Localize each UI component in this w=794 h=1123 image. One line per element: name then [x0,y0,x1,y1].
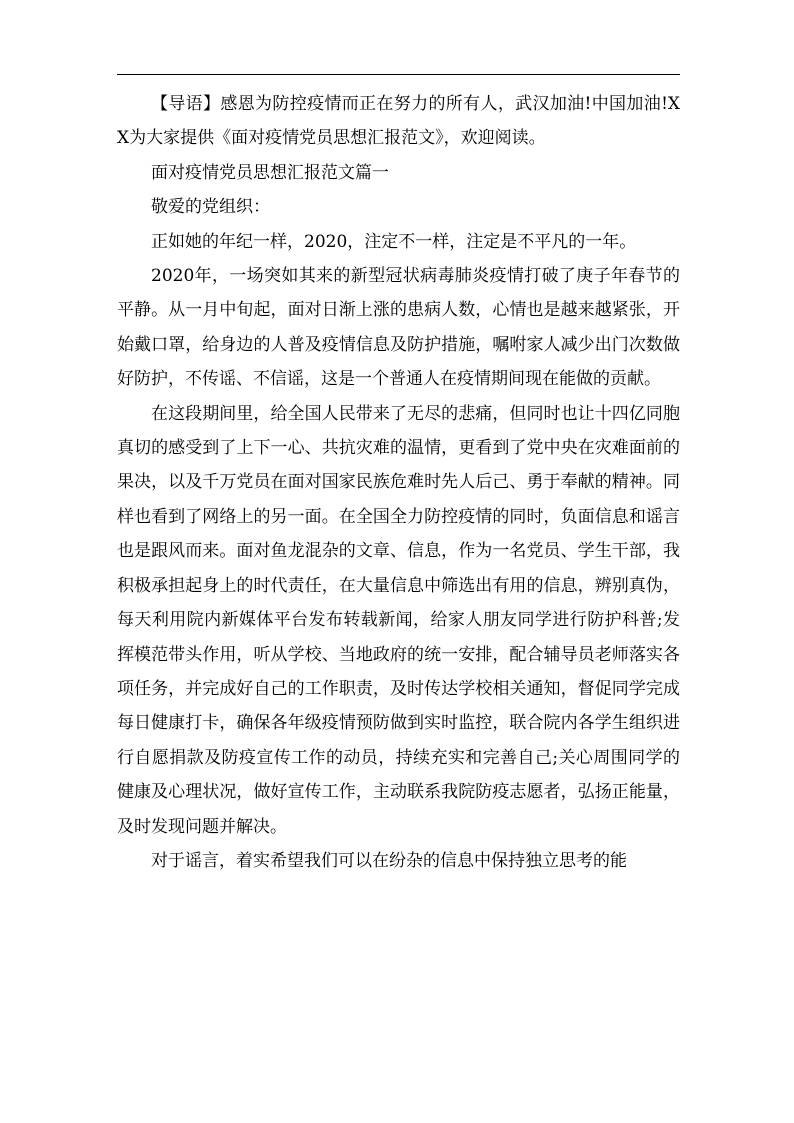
body-paragraph: 2020年，一场突如其来的新型冠状病毒肺炎疫情打破了庚子年春节的平静。从一月中旬起，面对日渐上涨的患病人数，心情也是越来越紧张，开始戴口罩，给身边的人普及疫情信息及防护措施，嘱咐家人减少出门次数做好防护，不传谣、不信谣，这是一个普通人在疫情期间现在能做的贡献。 [117,266,680,390]
body-paragraph: 正如她的年纪一样，2020，注定不一样，注定是不平凡的一年。 [151,231,637,252]
header-rule [117,74,680,75]
intro-paragraph: 【导语】感恩为防控疫情而正在努力的所有人，武汉加油!中国加油!XX为大家提供《面对疫情党员思想汇报范文》，欢迎阅读。 [117,94,680,149]
body-paragraph: 对于谣言，着实希望我们可以在纷杂的信息中保持独立思考的能 [151,850,627,871]
document-body [117,87,680,878]
salutation: 敬爱的党组织： [151,197,270,218]
article-title: 面对疫情党员思想汇报范文篇一 [151,162,389,183]
body-paragraph: 在这段期间里，给全国人民带来了无尽的悲痛，但同时也让十四亿同胞真切的感受到了上下一心、共抗灾难的温情，更看到了党中央在灾难面前的果决，以及千万党员在面对国家民族危难时先人后己、勇于奉献的精神。同样也看到了网络上的另一面。在全国全力防控疫情的同时，负面信息和谣言也是跟风而来。面对鱼龙混杂的文章、信息，作为一名党员、学生干部，我积极承担起身上的时代责任，在大量信息中筛选出有用的信息，辨别真伪，每天利用院内新媒体平台发布转载新闻，给家人朋友同学进行防护科普;发挥模范带头作用，听从学校、当地政府的统一安排，配合辅导员老师落实各项任务，并完成好自己的工作职责，及时传达学校相关通知，督促同学完成每日健康打卡，确保各年级疫情预防做到实时监控，联合院内各学生组织进行自愿捐款及防疫宣传工作的动员，持续充实和完善自己;关心周围同学的健康及心理状况，做好宣传工作，主动联系我院防疫志愿者，弘扬正能量，及时发现问题并解决。 [117,403,680,837]
